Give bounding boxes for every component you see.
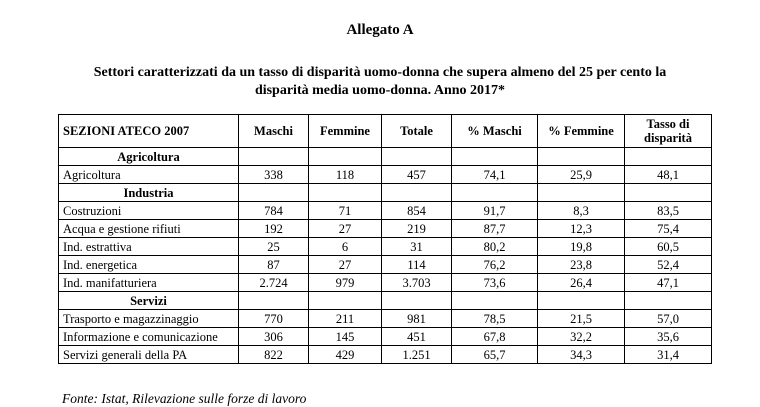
empty-cell bbox=[625, 148, 712, 166]
value-cell: 21,5 bbox=[538, 310, 625, 328]
value-cell: 23,8 bbox=[538, 256, 625, 274]
value-cell: 80,2 bbox=[452, 238, 538, 256]
table-body bbox=[59, 148, 712, 364]
value-cell: 34,3 bbox=[538, 346, 625, 364]
empty-cell bbox=[239, 292, 309, 310]
group-label: Agricoltura bbox=[59, 148, 239, 166]
empty-cell bbox=[382, 292, 452, 310]
value-cell: 25,9 bbox=[538, 166, 625, 184]
empty-cell bbox=[452, 184, 538, 202]
empty-cell bbox=[452, 292, 538, 310]
value-cell: 2.724 bbox=[239, 274, 309, 292]
value-cell: 784 bbox=[239, 202, 309, 220]
value-cell: 457 bbox=[382, 166, 452, 184]
value-cell: 429 bbox=[309, 346, 382, 364]
value-cell: 770 bbox=[239, 310, 309, 328]
value-cell: 87,7 bbox=[452, 220, 538, 238]
value-cell: 145 bbox=[309, 328, 382, 346]
value-cell: 8,3 bbox=[538, 202, 625, 220]
table-row bbox=[59, 166, 712, 184]
table-row bbox=[59, 310, 712, 328]
table-row bbox=[59, 202, 712, 220]
empty-cell bbox=[309, 292, 382, 310]
value-cell: 451 bbox=[382, 328, 452, 346]
value-cell: 71 bbox=[309, 202, 382, 220]
column-header: % Femmine bbox=[538, 115, 625, 148]
value-cell: 67,8 bbox=[452, 328, 538, 346]
value-cell: 981 bbox=[382, 310, 452, 328]
row-label: Trasporto e magazzinaggio bbox=[59, 310, 239, 328]
row-label: Informazione e comunicazione bbox=[59, 328, 239, 346]
column-header: Totale bbox=[382, 115, 452, 148]
value-cell: 75,4 bbox=[625, 220, 712, 238]
value-cell: 60,5 bbox=[625, 238, 712, 256]
value-cell: 25 bbox=[239, 238, 309, 256]
column-header: SEZIONI ATECO 2007 bbox=[59, 115, 239, 148]
table-row bbox=[59, 274, 712, 292]
table-title-line-2: disparità media uomo-donna. Anno 2017* bbox=[254, 83, 506, 98]
empty-cell bbox=[309, 184, 382, 202]
value-cell: 76,2 bbox=[452, 256, 538, 274]
value-cell: 57,0 bbox=[625, 310, 712, 328]
value-cell: 91,7 bbox=[452, 202, 538, 220]
empty-cell bbox=[625, 184, 712, 202]
value-cell: 78,5 bbox=[452, 310, 538, 328]
value-cell: 73,6 bbox=[452, 274, 538, 292]
empty-cell bbox=[538, 292, 625, 310]
group-row bbox=[59, 184, 712, 202]
empty-cell bbox=[625, 292, 712, 310]
value-cell: 19,8 bbox=[538, 238, 625, 256]
table-row bbox=[59, 238, 712, 256]
column-header: % Maschi bbox=[452, 115, 538, 148]
value-cell: 26,4 bbox=[538, 274, 625, 292]
value-cell: 979 bbox=[309, 274, 382, 292]
empty-cell bbox=[452, 148, 538, 166]
value-cell: 65,7 bbox=[452, 346, 538, 364]
value-cell: 27 bbox=[309, 256, 382, 274]
value-cell: 114 bbox=[382, 256, 452, 274]
empty-cell bbox=[382, 148, 452, 166]
value-cell: 31,4 bbox=[625, 346, 712, 364]
header-row bbox=[59, 115, 712, 148]
row-label: Acqua e gestione rifiuti bbox=[59, 220, 239, 238]
empty-cell bbox=[239, 148, 309, 166]
table-row bbox=[59, 220, 712, 238]
value-cell: 211 bbox=[309, 310, 382, 328]
data-table bbox=[58, 114, 712, 364]
value-cell: 192 bbox=[239, 220, 309, 238]
empty-cell bbox=[239, 184, 309, 202]
value-cell: 1.251 bbox=[382, 346, 452, 364]
value-cell: 822 bbox=[239, 346, 309, 364]
value-cell: 854 bbox=[382, 202, 452, 220]
value-cell: 219 bbox=[382, 220, 452, 238]
row-label: Agricoltura bbox=[59, 166, 239, 184]
table-title bbox=[0, 64, 760, 100]
column-header: Maschi bbox=[239, 115, 309, 148]
value-cell: 31 bbox=[382, 238, 452, 256]
value-cell: 306 bbox=[239, 328, 309, 346]
column-header: Femmine bbox=[309, 115, 382, 148]
group-label: Industria bbox=[59, 184, 239, 202]
column-header: Tasso di disparità bbox=[625, 115, 712, 148]
value-cell: 52,4 bbox=[625, 256, 712, 274]
row-label: Servizi generali della PA bbox=[59, 346, 239, 364]
value-cell: 27 bbox=[309, 220, 382, 238]
group-row bbox=[59, 292, 712, 310]
row-label: Ind. estrattiva bbox=[59, 238, 239, 256]
value-cell: 83,5 bbox=[625, 202, 712, 220]
source-note: Fonte: Istat, Rilevazione sulle forze di lavoro bbox=[62, 390, 307, 406]
empty-cell bbox=[538, 148, 625, 166]
table-row bbox=[59, 328, 712, 346]
value-cell: 118 bbox=[309, 166, 382, 184]
table-row bbox=[59, 256, 712, 274]
value-cell: 3.703 bbox=[382, 274, 452, 292]
value-cell: 74,1 bbox=[452, 166, 538, 184]
empty-cell bbox=[382, 184, 452, 202]
value-cell: 35,6 bbox=[625, 328, 712, 346]
empty-cell bbox=[538, 184, 625, 202]
row-label: Ind. energetica bbox=[59, 256, 239, 274]
value-cell: 32,2 bbox=[538, 328, 625, 346]
value-cell: 47,1 bbox=[625, 274, 712, 292]
table-row bbox=[59, 346, 712, 364]
row-label: Costruzioni bbox=[59, 202, 239, 220]
row-label: Ind. manifatturiera bbox=[59, 274, 239, 292]
value-cell: 6 bbox=[309, 238, 382, 256]
group-label: Servizi bbox=[59, 292, 239, 310]
value-cell: 87 bbox=[239, 256, 309, 274]
document-heading: Allegato A bbox=[346, 22, 414, 38]
value-cell: 48,1 bbox=[625, 166, 712, 184]
table-title-line-1: Settori caratterizzati da un tasso di disparità uomo-donna che supera almeno del 25 per cento la bbox=[93, 65, 667, 80]
group-row bbox=[59, 148, 712, 166]
empty-cell bbox=[309, 148, 382, 166]
value-cell: 338 bbox=[239, 166, 309, 184]
value-cell: 12,3 bbox=[538, 220, 625, 238]
